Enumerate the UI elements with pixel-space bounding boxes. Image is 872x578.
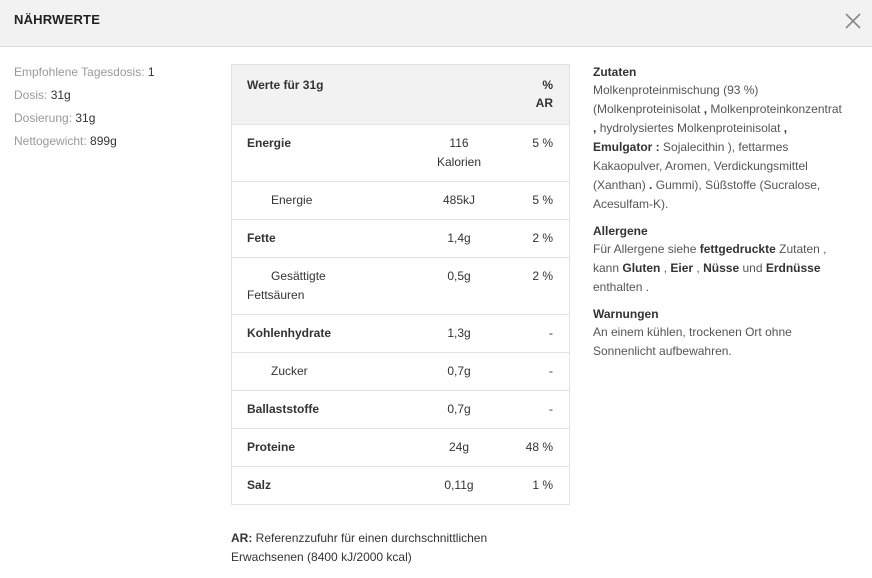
close-icon bbox=[842, 10, 864, 32]
nutrient-pct: 48 % bbox=[515, 429, 569, 467]
allergens-bold: fettgedruckte bbox=[699, 242, 776, 256]
nutrient-amount: 0,7g bbox=[403, 391, 515, 429]
ingredients-line: Acesulfam-K). bbox=[593, 197, 669, 211]
nutrient-name bbox=[232, 258, 403, 315]
summary-label: Nettogewicht: bbox=[14, 134, 87, 148]
emulsifier-label: Emulgator : bbox=[593, 140, 660, 154]
allergen-nuts: Nüsse bbox=[703, 261, 740, 275]
nutrient-amount: 485kJ bbox=[403, 182, 515, 220]
table-row bbox=[232, 258, 569, 315]
table-header-label: Werte für 31g bbox=[232, 65, 515, 125]
nutrient-pct: 5 % bbox=[515, 125, 569, 182]
dosage-summary bbox=[14, 64, 214, 156]
header-ar: AR bbox=[535, 96, 553, 110]
close-button[interactable] bbox=[842, 10, 864, 32]
summary-row bbox=[14, 87, 214, 110]
allergens-text-part: enthalten . bbox=[593, 280, 650, 294]
nutrient-pct: - bbox=[515, 391, 569, 429]
table-header-row bbox=[232, 65, 569, 125]
warnings-text bbox=[593, 323, 863, 361]
header-pct-symbol: % bbox=[542, 78, 553, 92]
nutrient-amount: 1,4g bbox=[403, 220, 515, 258]
warnings-section bbox=[593, 306, 863, 361]
nutrient-pct: 1 % bbox=[515, 467, 569, 505]
ingredients-line: Molkenproteinmischung (93 %) bbox=[593, 83, 759, 97]
table-row bbox=[232, 353, 569, 391]
modal-title: NÄHRWERTE bbox=[14, 12, 101, 27]
amount-unit: Kalorien bbox=[436, 155, 482, 169]
nutrient-name-line: Fettsäuren bbox=[247, 288, 305, 302]
nutrient-name: Fette bbox=[232, 220, 403, 258]
nutrition-table bbox=[231, 64, 570, 505]
table-row bbox=[232, 391, 569, 429]
nutrient-name: Proteine bbox=[232, 429, 403, 467]
summary-label: Dosis: bbox=[14, 88, 48, 102]
allergens-text-part: und bbox=[742, 261, 763, 275]
ingredients-line: Gummi), Süßstoffe (Sucralose, bbox=[655, 178, 821, 192]
table-row bbox=[232, 315, 569, 353]
summary-value: 1 bbox=[147, 65, 155, 79]
nutrient-pct: - bbox=[515, 353, 569, 391]
ingredients-line: (Molkenproteinisolat bbox=[593, 102, 701, 116]
table-row bbox=[232, 125, 569, 182]
ar-footnote bbox=[231, 529, 531, 567]
warnings-heading: Warnungen bbox=[593, 307, 659, 321]
ar-text-2: Erwachsenen (8400 kJ/2000 kcal) bbox=[231, 550, 412, 564]
ingredients-line: Kakaopulver, Aromen, Verdickungsmittel bbox=[593, 159, 808, 173]
table-header-pct bbox=[515, 65, 569, 125]
summary-row bbox=[14, 64, 214, 87]
ingredients-line: Molkenproteinkonzentrat bbox=[710, 102, 842, 116]
allergen-eggs: Eier bbox=[670, 261, 694, 275]
ingredients-heading: Zutaten bbox=[593, 65, 637, 79]
nutrient-name: Zucker bbox=[232, 353, 403, 391]
nutrient-pct: 5 % bbox=[515, 182, 569, 220]
nutrient-name: Salz bbox=[232, 467, 403, 505]
allergens-section bbox=[593, 223, 863, 297]
amount-value: 116 bbox=[449, 136, 469, 150]
summary-row bbox=[14, 110, 214, 133]
allergens-text: Für Allergene siehe fettgedruckte Zutaten , kann Gluten , Eier , Nüsse und Erdnüsse enthalten . bbox=[593, 242, 827, 294]
allergen-gluten: Gluten bbox=[622, 261, 661, 275]
summary-value: 899g bbox=[90, 134, 117, 148]
nutrient-name: Ballaststoffe bbox=[232, 391, 403, 429]
ingredients-text: Molkenproteinmischung (93 %) (Molkenproteinisolat , Molkenproteinkonzentrat , hydrolysiertes Molkenproteinisolat , Emulgator : Sojalecithin ), fettarmes Kakaopulver, Aromen, Verdickungsmittel (Xanthan) . Gummi), Süßstoffe (Sucralose, Acesulfam-K). bbox=[593, 83, 842, 211]
warnings-line: An einem kühlen, trockenen Ort ohne bbox=[593, 325, 792, 339]
ingredients-line: hydrolysiertes Molkenproteinisolat bbox=[599, 121, 781, 135]
table-row bbox=[232, 467, 569, 505]
table-row bbox=[232, 220, 569, 258]
summary-label: Empfohlene Tagesdosis: bbox=[14, 65, 145, 79]
summary-label: Dosierung: bbox=[14, 111, 73, 125]
product-info bbox=[593, 64, 863, 370]
summary-value: 31g bbox=[50, 88, 71, 102]
allergen-peanuts: Erdnüsse bbox=[765, 261, 821, 275]
ingredients-line: Sojalecithin ), fettarmes bbox=[663, 140, 789, 154]
table-row bbox=[232, 182, 569, 220]
allergens-text-part: Für Allergene siehe bbox=[593, 242, 697, 256]
allergens-text-part: Zutaten , bbox=[779, 242, 827, 256]
ar-label: AR: bbox=[231, 531, 253, 545]
nutrient-amount: 0,5g bbox=[403, 258, 515, 315]
nutrient-amount bbox=[403, 125, 515, 182]
nutrient-pct: - bbox=[515, 315, 569, 353]
ingredients-section bbox=[593, 64, 863, 214]
nutrient-name: Energie bbox=[232, 182, 403, 220]
table-row bbox=[232, 429, 569, 467]
nutrient-amount: 1,3g bbox=[403, 315, 515, 353]
modal-header bbox=[0, 0, 872, 47]
nutrient-amount: 0,11g bbox=[403, 467, 515, 505]
nutrient-amount: 0,7g bbox=[403, 353, 515, 391]
allergens-heading: Allergene bbox=[593, 224, 648, 238]
warnings-line: Sonnenlicht aufbewahren. bbox=[593, 344, 732, 358]
summary-value: 31g bbox=[75, 111, 96, 125]
ar-text: Referenzzufuhr für einen durchschnittlichen bbox=[255, 531, 488, 545]
nutrient-pct: 2 % bbox=[515, 258, 569, 315]
nutrient-name: Energie bbox=[232, 125, 403, 182]
nutrient-name-line: Gesättigte bbox=[271, 269, 326, 283]
allergens-text-part: kann bbox=[593, 261, 620, 275]
ingredients-line: (Xanthan) bbox=[593, 178, 646, 192]
nutrient-name: Kohlenhydrate bbox=[232, 315, 403, 353]
nutrient-amount: 24g bbox=[403, 429, 515, 467]
summary-row bbox=[14, 133, 214, 156]
nutrient-pct: 2 % bbox=[515, 220, 569, 258]
